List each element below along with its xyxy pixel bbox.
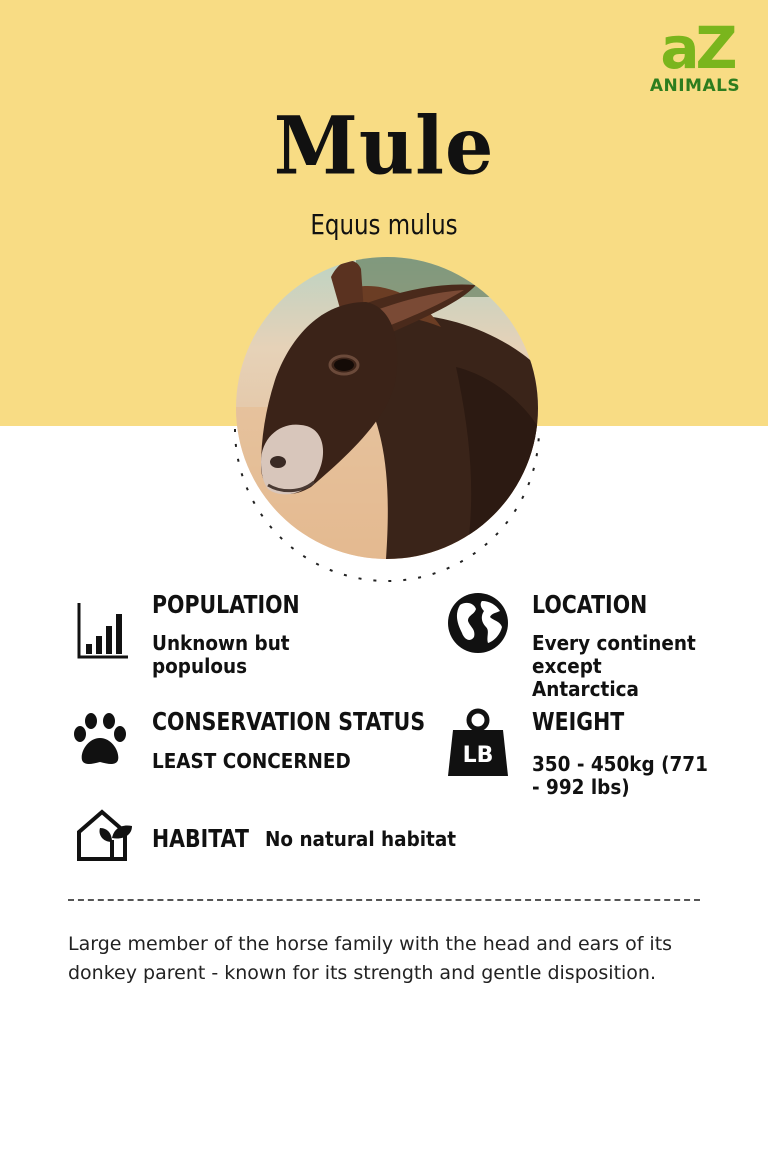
scientific-name: Equus mulus bbox=[310, 208, 458, 241]
logo-mark: aZ bbox=[660, 14, 734, 82]
weight-icon bbox=[447, 708, 509, 778]
habitat-value: No natural habitat bbox=[265, 827, 457, 851]
mule-illustration bbox=[236, 257, 538, 559]
population-value: Unknown but populous bbox=[152, 631, 290, 678]
paw-icon bbox=[72, 712, 128, 768]
location-value: Every continent except Antarctica bbox=[532, 631, 696, 701]
weight-value: 350 - 450kg (771 - 992 lbs) bbox=[532, 752, 708, 799]
globe-icon bbox=[446, 591, 510, 655]
bar-chart-icon bbox=[76, 600, 130, 660]
conservation-status-label: CONSERVATION STATUS bbox=[152, 707, 426, 736]
weight-icon-text: LB bbox=[462, 743, 494, 768]
logo-text: ANIMALS bbox=[649, 76, 741, 96]
animal-name: Mule bbox=[273, 98, 495, 193]
mule-photo bbox=[236, 257, 538, 559]
house-plant-icon bbox=[76, 808, 136, 862]
population-label: POPULATION bbox=[152, 590, 300, 619]
animal-description: Large member of the horse family with the head and ears of its donkey parent - known for its strength and gentle disposition. bbox=[68, 933, 673, 984]
section-divider bbox=[68, 899, 700, 901]
conservation-status-value: LEAST CONCERNED bbox=[152, 749, 351, 773]
az-animals-logo[interactable] bbox=[640, 14, 750, 100]
habitat-label: HABITAT bbox=[152, 824, 249, 853]
location-label: LOCATION bbox=[532, 590, 648, 619]
weight-label: WEIGHT bbox=[532, 707, 625, 736]
